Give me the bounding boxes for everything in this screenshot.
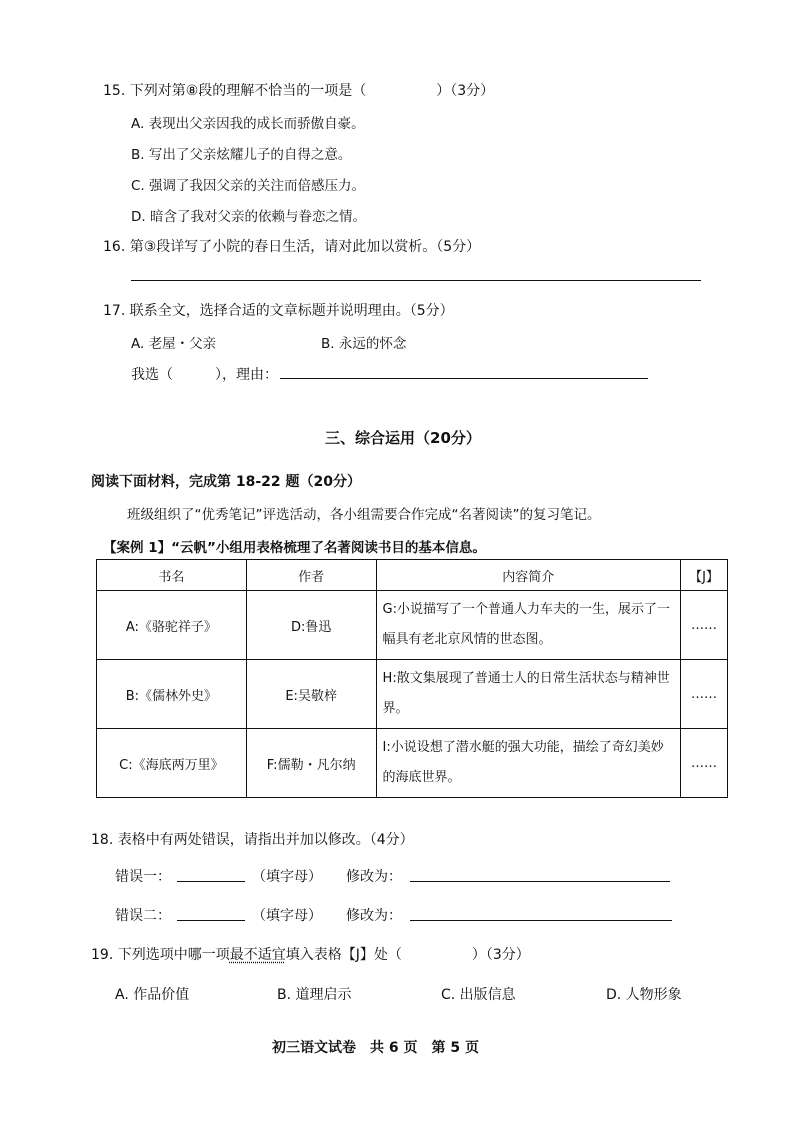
q18-error2-hint: （填字母） [252,908,322,924]
q15-option-d: D. 暗含了我对父亲的依赖与眷恋之情。 [131,209,366,225]
table-header-row [97,560,728,591]
cell-j: …… [680,729,727,798]
cell-summary: G:小说描写了一个普通人力车夫的一生，展示了一幅具有老北京风情的世态图。 [376,591,680,660]
q18-error1-letter-blank[interactable] [177,881,245,882]
q19-stem-emphasis: 最不适宜 [229,947,286,963]
q15-stem: 15. 下列对第⑧段的理解不恰当的一项是（ ）（3分） [103,83,495,99]
q18-error1-fix-blank[interactable] [410,881,670,882]
q18-error1-label: 错误一： [115,869,171,885]
table-row [97,729,728,798]
q18-error2-fix-label: 修改为： [346,908,402,924]
q19-stem-prefix: 19. 下列选项中哪一项 [91,947,230,963]
q16-answer-line[interactable] [131,280,701,281]
q15-option-c: C. 强调了我因父亲的关注而倍感压力。 [131,178,366,194]
q18-error1-fix-label: 修改为： [346,869,402,885]
cell-summary: I:小说设想了潜水艇的强大功能，描绘了奇幻美妙的海底世界。 [376,729,680,798]
section-context: 班级组织了“优秀笔记”评选活动，各小组需要合作完成“名著阅读”的复习笔记。 [127,507,601,523]
q19-option-c: C. 出版信息 [441,987,516,1003]
q15-option-a: A. 表现出父亲因我的成长而骄傲自豪。 [131,116,365,132]
table-row [97,660,728,729]
cell-author: F:儒勒・凡尔纳 [246,729,376,798]
cell-book: B:《儒林外史》 [97,660,247,729]
cell-j: …… [680,591,727,660]
q18-error2-fix-blank[interactable] [410,920,672,921]
section-intro: 阅读下面材料，完成第 18-22 题（20分） [91,474,362,490]
q19-option-a: A. 作品价值 [115,987,190,1003]
header-author: 作者 [246,560,376,591]
cell-summary: H:散文集展现了普通士人的日常生活状态与精神世界。 [376,660,680,729]
cell-book: C:《海底两万里》 [97,729,247,798]
q15-option-b: B. 写出了父亲炫耀儿子的自得之意。 [131,147,352,163]
q18-error2-label: 错误二： [115,908,171,924]
cell-author: E:吴敬梓 [246,660,376,729]
header-j: 【J】 [680,560,727,591]
header-book: 书名 [97,560,247,591]
header-summary: 内容简介 [376,560,680,591]
table-row [97,591,728,660]
cell-j: …… [680,660,727,729]
q18-error2-letter-blank[interactable] [177,920,245,921]
case1-heading: 【案例 1】“云帆”小组用表格梳理了名著阅读书目的基本信息。 [103,540,486,556]
q17-reason-line[interactable] [280,378,648,379]
q17-option-b: B. 永远的怀念 [321,336,407,352]
q19-stem [91,944,530,964]
q19-option-d: D. 人物形象 [606,987,682,1003]
q18-stem: 18. 表格中有两处错误，请指出并加以修改。（4分） [91,832,414,848]
q17-choose-label: 我选（ ），理由： [131,367,278,383]
q18-error1-hint: （填字母） [252,869,322,885]
page-footer: 初三语文试卷 共 6 页 第 5 页 [272,1040,479,1056]
section-title: 三、综合运用（20分） [325,429,481,447]
q17-option-a: A. 老屋・父亲 [131,336,217,352]
cell-book: A:《骆驼祥子》 [97,591,247,660]
q17-stem: 17. 联系全文，选择合适的文章标题并说明理由。（5分） [103,303,454,319]
q19-stem-suffix: 填入表格【J】处（ ）（3分） [285,947,530,963]
book-info-table [96,559,728,798]
q19-option-b: B. 道理启示 [277,987,352,1003]
cell-author: D:鲁迅 [246,591,376,660]
q16-stem: 16. 第③段详写了小院的春日生活，请对此加以赏析。（5分） [103,239,481,255]
